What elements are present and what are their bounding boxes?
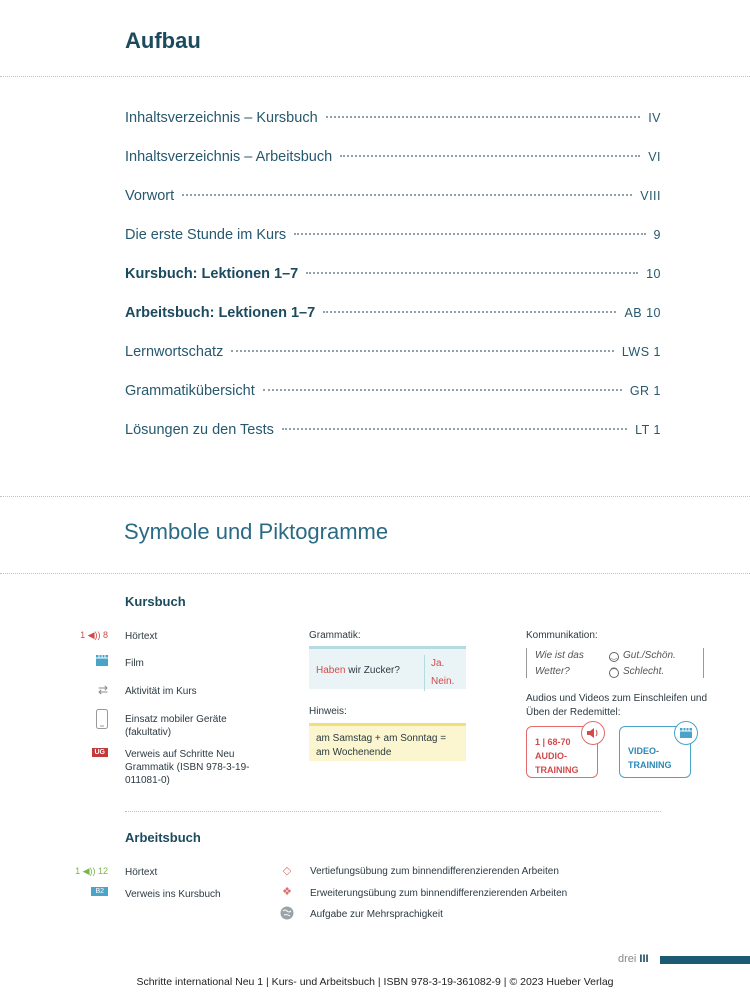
audio-training-badge <box>526 726 598 778</box>
toc-leader <box>263 389 622 391</box>
symbol-label: Vertiefungsübung zum binnendifferenzierenden Arbeiten <box>310 866 559 877</box>
globe-icon <box>278 906 296 923</box>
toc-row[interactable] <box>125 149 661 169</box>
toc-page: GR 1 <box>629 384 661 398</box>
toc-label: Vorwort <box>125 188 175 204</box>
arbeitsbuch-heading: Arbeitsbuch <box>125 830 201 845</box>
toc-page: LT 1 <box>635 423 661 437</box>
grammatik-label: Grammatik: <box>309 630 361 641</box>
flower-icon: ❖ <box>282 886 292 898</box>
toc-label: Die erste Stunde im Kurs <box>125 227 287 243</box>
audio-training-line2: TRAINING <box>535 765 579 775</box>
grammar-answer-yes: Ja. <box>431 658 445 669</box>
speaker-icon <box>581 721 605 745</box>
toc-leader <box>306 272 638 274</box>
toc-row[interactable] <box>125 422 661 442</box>
toc-page: VI <box>648 150 661 164</box>
toc-leader <box>182 194 632 196</box>
redemittel-text: Audios und Videos zum Einschleifen und Üben der Redemittel: <box>526 693 708 718</box>
symbol-label: Hörtext <box>125 631 158 642</box>
symbol-label: Verweis ins Kursbuch <box>125 889 221 900</box>
toc-row[interactable] <box>125 344 661 364</box>
b2-icon <box>60 887 108 896</box>
symbol-label: Hörtext <box>125 867 158 878</box>
b2-badge: B2 <box>91 887 108 896</box>
toc-label: Lernwortschatz <box>125 344 224 360</box>
toc-label: Lösungen zu den Tests <box>125 422 274 438</box>
ug-icon <box>60 748 108 757</box>
communication-answers <box>609 648 676 680</box>
divider <box>0 496 750 497</box>
grammar-answers <box>424 655 454 691</box>
toc-page: AB 10 <box>624 306 661 320</box>
communication-question: Wie ist das Wetter? <box>535 650 584 677</box>
grammar-example <box>316 665 400 676</box>
audio-training-ref: 1 | 68-70 <box>535 737 571 747</box>
footer-bar <box>660 956 750 964</box>
toc-label: Inhaltsverzeichnis – Arbeitsbuch <box>125 149 333 165</box>
page-numeral: III <box>639 953 649 965</box>
smile-icon: ‿ <box>609 652 619 662</box>
page-title: Aufbau <box>125 28 201 53</box>
film-icon <box>674 721 698 745</box>
grammar-answer-no: Nein. <box>431 676 455 687</box>
kommunikation-label: Kommunikation: <box>526 630 598 641</box>
toc-leader <box>326 116 641 118</box>
footer-note: Schritte international Neu 1 | Kurs- und Arbeitsbuch | ISBN 978-3-19-361082-9 | © 2023 Hueber Verlag <box>136 976 614 988</box>
activity-icon: ⇄ <box>97 683 108 697</box>
symbol-label: Erweiterungsübung zum binnendifferenzierenden Arbeiten <box>310 888 568 899</box>
toc-leader <box>294 233 645 235</box>
divider <box>0 573 750 574</box>
video-training-badge <box>619 726 691 778</box>
answer-bad: Schlecht. <box>623 666 665 677</box>
page-number <box>618 953 649 965</box>
toc-row[interactable] <box>125 188 661 208</box>
frown-icon: ⁀ <box>609 668 619 678</box>
section-title: Symbole und Piktogramme <box>124 519 389 544</box>
audio-icon: 1 ◀)) 12 <box>75 866 108 876</box>
grammar-verb: Haben <box>316 665 346 676</box>
toc-leader <box>282 428 627 430</box>
toc-row[interactable] <box>125 305 661 325</box>
toc-leader <box>340 155 640 157</box>
symbol-label: Einsatz mobiler Geräte (fakultativ) <box>125 714 227 738</box>
toc-page: LWS 1 <box>621 345 661 359</box>
toc-label: Kursbuch: Lektionen 1–7 <box>125 266 299 282</box>
symbol-label: Verweis auf Schritte Neu Grammatik (ISBN 978-3-19-011081-0) <box>125 749 250 786</box>
toc-row[interactable] <box>125 383 661 403</box>
toc-page: 10 <box>646 267 661 281</box>
answer-good: Gut./Schön. <box>623 650 676 661</box>
toc-leader <box>231 350 614 352</box>
toc-row[interactable] <box>125 227 661 247</box>
video-training-line1: VIDEO- <box>628 746 660 756</box>
communication-box <box>526 648 704 678</box>
film-icon <box>60 655 108 666</box>
toc-row[interactable] <box>125 110 661 130</box>
symbol-label: Aufgabe zur Mehrsprachigkeit <box>310 909 443 920</box>
toc-label: Grammatikübersicht <box>125 383 255 399</box>
toc-page: 9 <box>653 228 661 242</box>
mobile-icon <box>60 709 108 729</box>
ug-badge: UG <box>92 748 109 757</box>
hint-box: am Samstag + am Sonntag = am Wochenende <box>309 723 466 761</box>
diamond-icon: ◇ <box>282 865 292 877</box>
grammar-box <box>309 646 466 689</box>
video-training-line2: TRAINING <box>628 760 672 770</box>
toc-label: Inhaltsverzeichnis – Kursbuch <box>125 110 318 126</box>
audio-icon: 1 ◀)) 8 <box>80 630 108 640</box>
hinweis-label: Hinweis: <box>309 706 347 717</box>
page-word: drei <box>618 953 637 965</box>
kursbuch-heading: Kursbuch <box>125 594 186 609</box>
divider <box>125 811 661 812</box>
grammar-rest: wir Zucker? <box>345 665 400 676</box>
toc-label: Arbeitsbuch: Lektionen 1–7 <box>125 305 316 321</box>
divider <box>0 76 750 77</box>
toc-page: VIII <box>640 189 661 203</box>
symbol-label: Film <box>125 658 144 669</box>
toc-row[interactable] <box>125 266 661 286</box>
audio-training-line1: AUDIO- <box>535 751 567 761</box>
toc-leader <box>323 311 616 313</box>
symbol-label: Aktivität im Kurs <box>125 686 197 697</box>
toc-page: IV <box>648 111 661 125</box>
